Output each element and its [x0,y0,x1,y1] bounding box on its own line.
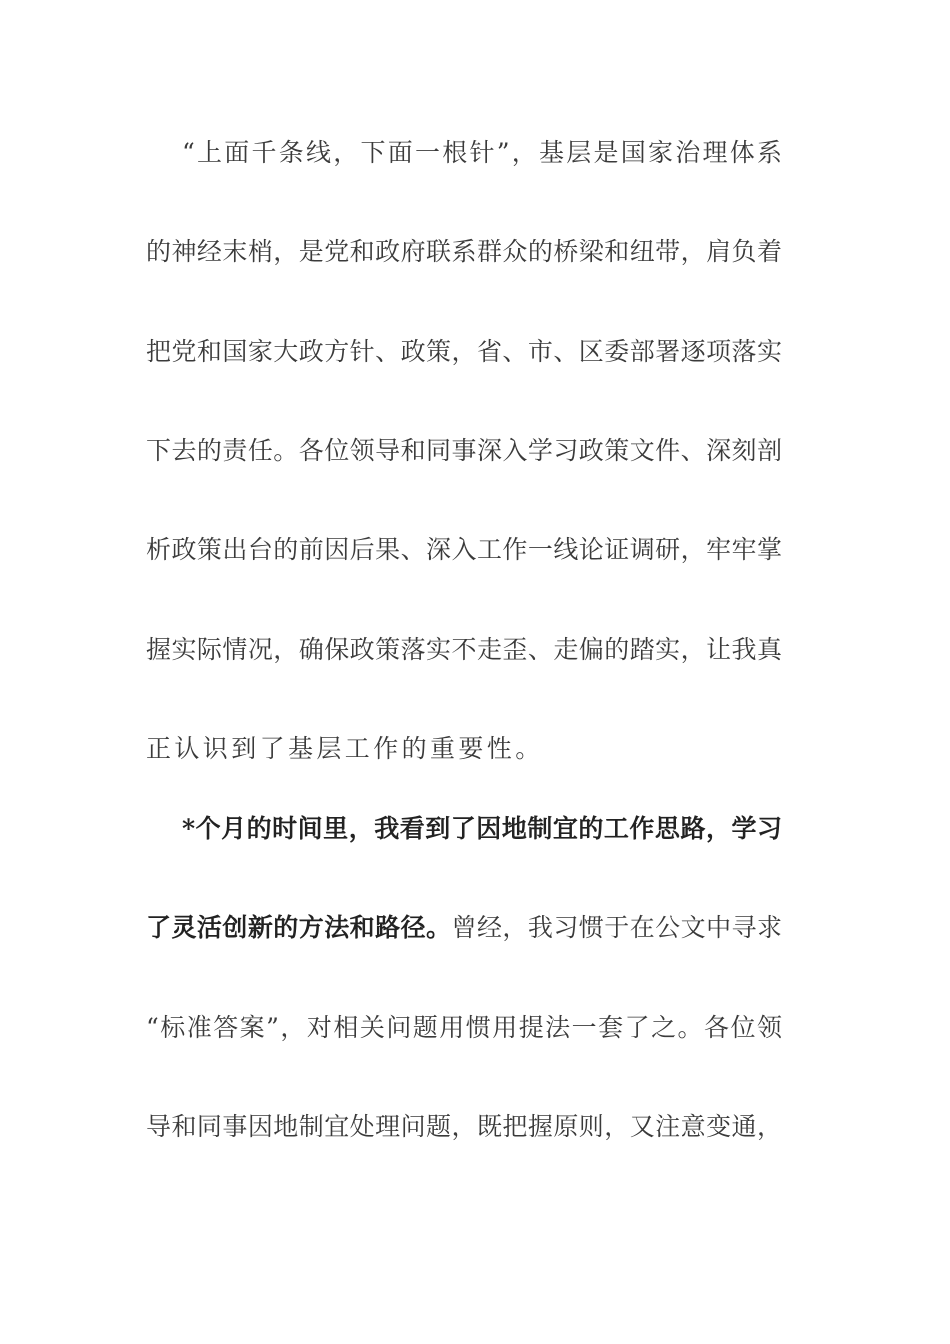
paragraph1-line2: 的神经末梢，是党和政府联系群众的桥梁和纽带，肩负着 [146,237,782,266]
paragraph1-line7: 正认识到了基层工作的重要性。 [146,734,544,763]
paragraph2-line2 [146,908,782,948]
paragraph2-line1: *个月的时间里，我看到了因地制宜的工作思路，学习 [182,814,782,843]
paragraph1-line4: 下去的责任。各位领导和同事深入学习政策文件、深刻剖 [146,436,782,465]
paragraph2-line2-rest: 曾经，我习惯于在公文中寻求 [451,913,782,942]
paragraph1-line3: 把党和国家大政方针、政策，省、市、区委部署逐项落实 [146,337,782,366]
paragraph2-line2-bold: 了灵活创新的方法和路径。 [146,913,452,942]
paragraph1-line5: 析政策出台的前因后果、深入工作一线论证调研，牢牢掌 [146,535,782,564]
paragraph2-line3: “标准答案”，对相关问题用惯用提法一套了之。各位领 [146,1013,782,1042]
paragraph2-line4: 导和同事因地制宜处理问题，既把握原则，又注意变通， [146,1112,782,1141]
paragraph1-line6: 握实际情况，确保政策落实不走歪、走偏的踏实，让我真 [146,635,782,664]
paragraph1-line1: “上面千条线，下面一根针”，基层是国家治理体系 [182,138,782,167]
